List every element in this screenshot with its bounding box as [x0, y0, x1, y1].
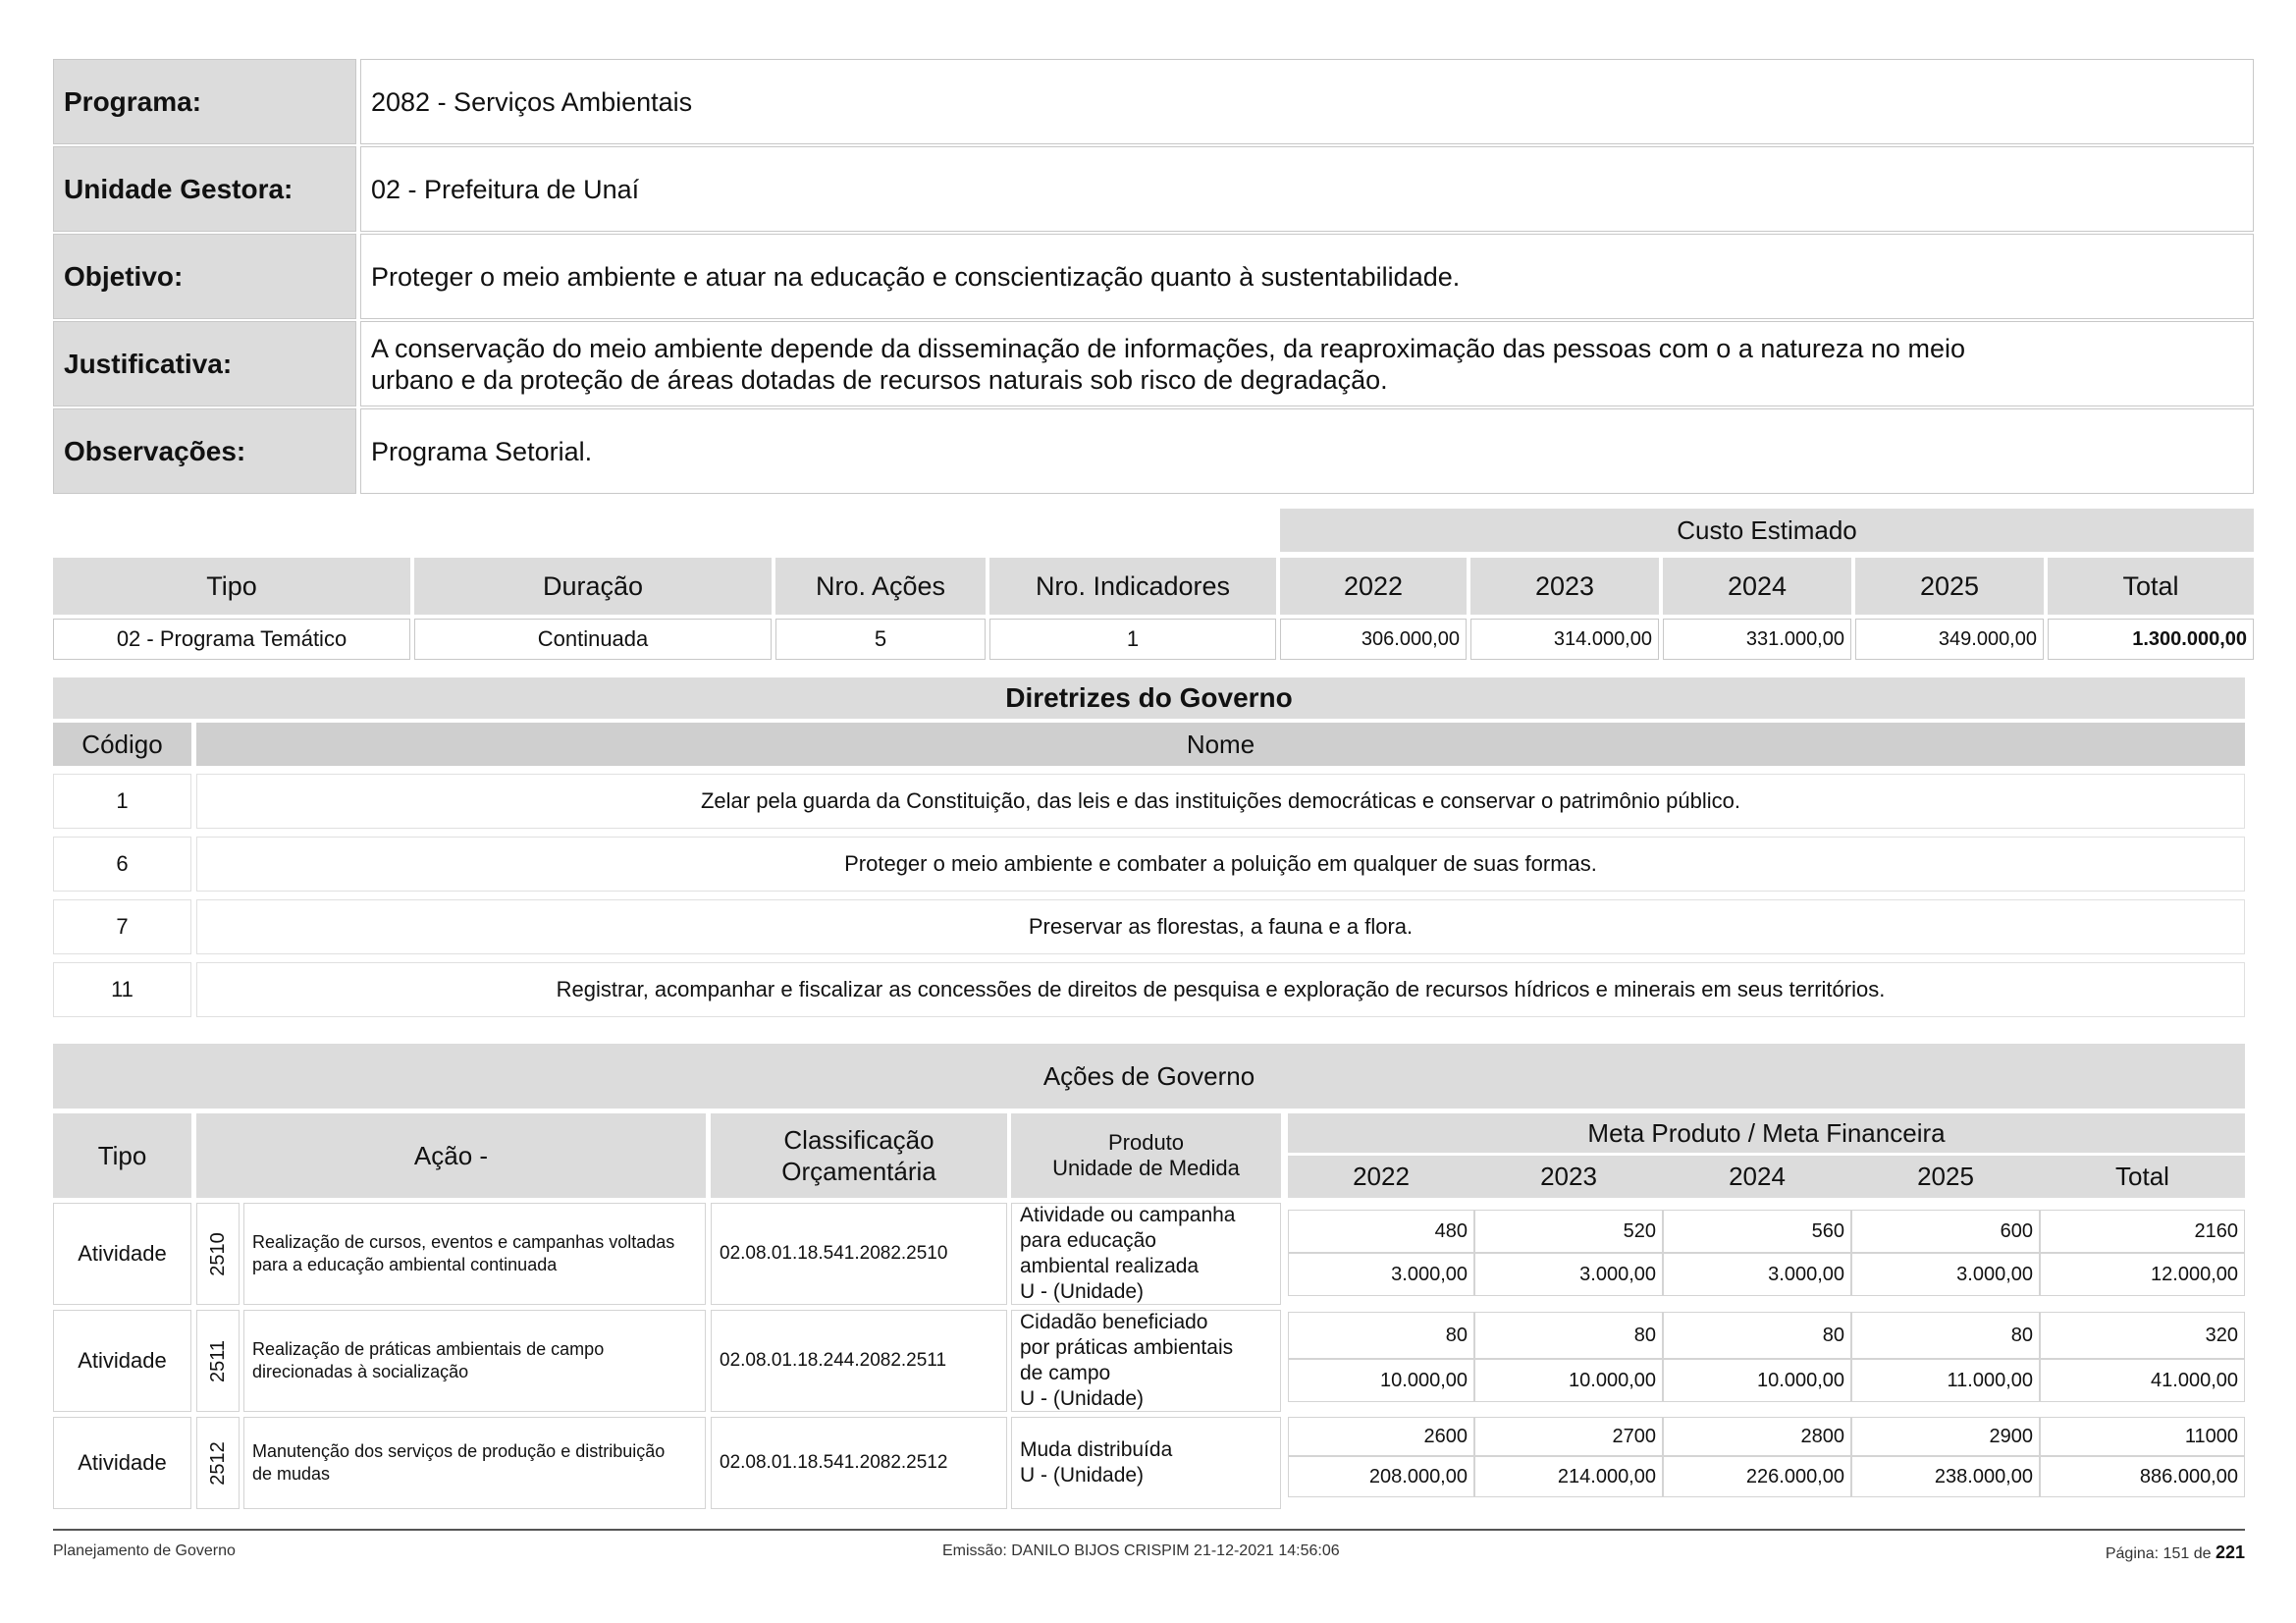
summary-header-nro-acoes: Nro. Ações — [775, 558, 986, 615]
meta-financeira-total: 886.000,00 — [2040, 1456, 2245, 1497]
meta-financeira-2024: 226.000,00 — [1663, 1456, 1851, 1497]
meta-produto-2023: 2700 — [1474, 1417, 1663, 1456]
meta-produto-2025: 80 — [1851, 1312, 2040, 1359]
info-row-observacoes — [53, 408, 2254, 494]
summary-header-2024: 2024 — [1663, 558, 1851, 615]
meta-financeira-2025: 238.000,00 — [1851, 1456, 2040, 1497]
footer-page-number — [2106, 1542, 2245, 1563]
meta-produto-2023: 520 — [1474, 1210, 1663, 1253]
footer-page-prefix: Página: 151 de — [2105, 1545, 2212, 1562]
meta-financeira-2022: 208.000,00 — [1288, 1456, 1474, 1497]
meta-financeira-2025: 11.000,00 — [1851, 1359, 2040, 1402]
summary-header-2022: 2022 — [1280, 558, 1467, 615]
observacoes-label: Observações: — [53, 408, 356, 494]
diretrizes-header-codigo: Código — [53, 723, 191, 766]
diretriz-codigo: 7 — [53, 899, 191, 954]
acoes-header-year-2024: 2024 — [1663, 1156, 1851, 1198]
acao-descricao: Realização de cursos, eventos e campanhas voltadas para a educação ambiental continuada — [243, 1203, 706, 1305]
summary-value-duracao: Continuada — [414, 619, 772, 660]
acao-codigo — [196, 1203, 240, 1305]
unidade-value: 02 - Prefeitura de Unaí — [360, 146, 2254, 232]
diretrizes-header-nome: Nome — [196, 723, 2245, 766]
summary-header-total: Total — [2048, 558, 2254, 615]
acao-codigo — [196, 1417, 240, 1509]
summary-value-2022: 306.000,00 — [1280, 619, 1467, 660]
meta-produto-2022: 80 — [1288, 1312, 1474, 1359]
acao-tipo: Atividade — [53, 1203, 191, 1305]
diretriz-codigo: 6 — [53, 837, 191, 892]
summary-value-2025: 349.000,00 — [1855, 619, 2044, 660]
unidade-label: Unidade Gestora: — [53, 146, 356, 232]
summary-value-total: 1.300.000,00 — [2048, 619, 2254, 660]
meta-produto-2024: 80 — [1663, 1312, 1851, 1359]
summary-value-nro-indicadores: 1 — [989, 619, 1276, 660]
meta-produto-2023: 80 — [1474, 1312, 1663, 1359]
meta-financeira-total: 41.000,00 — [2040, 1359, 2245, 1402]
diretriz-codigo: 11 — [53, 962, 191, 1017]
summary-value-tipo: 02 - Programa Temático — [53, 619, 410, 660]
footer-emissao: Emissão: DANILO BIJOS CRISPIM 21-12-2021 14:56:06 — [942, 1542, 1340, 1559]
diretrizes-title: Diretrizes do Governo — [53, 677, 2245, 719]
summary-header-2025: 2025 — [1855, 558, 2044, 615]
meta-produto-total: 11000 — [2040, 1417, 2245, 1456]
acao-descricao: Manutenção dos serviços de produção e distribuição de mudas — [243, 1417, 706, 1509]
custo-estimado-header: Custo Estimado — [1280, 509, 2254, 552]
meta-financeira-2022: 3.000,00 — [1288, 1253, 1474, 1296]
acao-classificacao: 02.08.01.18.541.2082.2510 — [711, 1203, 1007, 1305]
objetivo-value: Proteger o meio ambiente e atuar na educação e conscientização quanto à sustentabilidade. — [360, 234, 2254, 319]
acao-codigo-text: 2511 — [206, 1339, 229, 1382]
acao-classificacao: 02.08.01.18.244.2082.2511 — [711, 1310, 1007, 1412]
meta-financeira-2024: 10.000,00 — [1663, 1359, 1851, 1402]
summary-value-2023: 314.000,00 — [1470, 619, 1659, 660]
meta-produto-total: 320 — [2040, 1312, 2245, 1359]
programa-label: Programa: — [53, 59, 356, 144]
diretriz-nome: Zelar pela guarda da Constituição, das leis e das instituições democráticas e conservar o patrimônio público. — [196, 774, 2245, 829]
acoes-title: Ações de Governo — [53, 1044, 2245, 1109]
info-row-justificativa — [53, 321, 2254, 406]
meta-financeira-2022: 10.000,00 — [1288, 1359, 1474, 1402]
meta-produto-total: 2160 — [2040, 1210, 2245, 1253]
acoes-header-classificacao: Classificação Orçamentária — [711, 1113, 1007, 1198]
acoes-header-meta: Meta Produto / Meta Financeira — [1288, 1113, 2245, 1153]
programa-value: 2082 - Serviços Ambientais — [360, 59, 2254, 144]
meta-financeira-total: 12.000,00 — [2040, 1253, 2245, 1296]
meta-financeira-2023: 214.000,00 — [1474, 1456, 1663, 1497]
acoes-header-produto: Produto Unidade de Medida — [1011, 1113, 1281, 1198]
footer-page-total: 221 — [2215, 1542, 2245, 1562]
meta-produto-2024: 560 — [1663, 1210, 1851, 1253]
acao-produto: Cidadão beneficiado por práticas ambientais de campo U - (Unidade) — [1011, 1310, 1281, 1412]
acao-produto: Muda distribuída U - (Unidade) — [1011, 1417, 1281, 1509]
meta-financeira-2023: 3.000,00 — [1474, 1253, 1663, 1296]
meta-financeira-2024: 3.000,00 — [1663, 1253, 1851, 1296]
observacoes-value: Programa Setorial. — [360, 408, 2254, 494]
summary-value-nro-acoes: 5 — [775, 619, 986, 660]
acao-tipo: Atividade — [53, 1417, 191, 1509]
meta-produto-2025: 2900 — [1851, 1417, 2040, 1456]
diretriz-nome: Proteger o meio ambiente e combater a poluição em qualquer de suas formas. — [196, 837, 2245, 892]
info-row-unidade — [53, 146, 2254, 232]
acoes-header-year-2023: 2023 — [1474, 1156, 1663, 1198]
acao-codigo-text: 2510 — [206, 1231, 229, 1276]
diretriz-codigo: 1 — [53, 774, 191, 829]
meta-produto-2022: 2600 — [1288, 1417, 1474, 1456]
info-row-objetivo — [53, 234, 2254, 319]
acoes-header-tipo: Tipo — [53, 1113, 191, 1198]
meta-financeira-2023: 10.000,00 — [1474, 1359, 1663, 1402]
meta-produto-2025: 600 — [1851, 1210, 2040, 1253]
acao-produto: Atividade ou campanha para educação ambiental realizada U - (Unidade) — [1011, 1203, 1281, 1305]
summary-value-2024: 331.000,00 — [1663, 619, 1851, 660]
meta-produto-2024: 2800 — [1663, 1417, 1851, 1456]
acao-tipo: Atividade — [53, 1310, 191, 1412]
acao-descricao: Realização de práticas ambientais de campo direcionadas à socialização — [243, 1310, 706, 1412]
summary-header-duracao: Duração — [414, 558, 772, 615]
meta-produto-2022: 480 — [1288, 1210, 1474, 1253]
acao-classificacao: 02.08.01.18.541.2082.2512 — [711, 1417, 1007, 1509]
info-row-programa — [53, 59, 2254, 144]
summary-header-2023: 2023 — [1470, 558, 1659, 615]
acao-codigo-text: 2512 — [206, 1440, 229, 1486]
acoes-header-acao: Ação - — [196, 1113, 706, 1198]
justificativa-label: Justificativa: — [53, 321, 356, 406]
diretriz-nome: Preservar as florestas, a fauna e a flora. — [196, 899, 2245, 954]
footer-left: Planejamento de Governo — [53, 1542, 236, 1559]
acoes-header-year-2022: 2022 — [1288, 1156, 1474, 1198]
footer-divider — [53, 1529, 2245, 1531]
diretriz-nome: Registrar, acompanhar e fiscalizar as concessões de direitos de pesquisa e exploração de recursos hídricos e minerais em seus territórios. — [196, 962, 2245, 1017]
acoes-header-total: Total — [2040, 1156, 2245, 1198]
summary-header-tipo: Tipo — [53, 558, 410, 615]
acao-codigo — [196, 1310, 240, 1412]
objetivo-label: Objetivo: — [53, 234, 356, 319]
meta-financeira-2025: 3.000,00 — [1851, 1253, 2040, 1296]
acoes-header-year-2025: 2025 — [1851, 1156, 2040, 1198]
program-info-table — [53, 59, 2254, 496]
summary-header-nro-indicadores: Nro. Indicadores — [989, 558, 1276, 615]
justificativa-value: A conservação do meio ambiente depende da disseminação de informações, da reaproximação das pessoas com o a natureza no meio urbano e da proteção de áreas dotadas de recursos naturais sob risco de degradação. — [360, 321, 2254, 406]
